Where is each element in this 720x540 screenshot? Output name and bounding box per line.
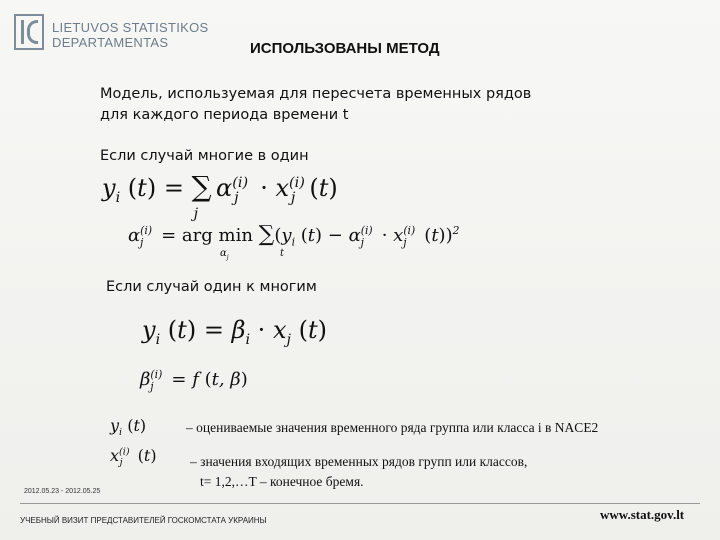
symbol-y: $y_i$ (t) <box>110 416 147 439</box>
event-dates: 2012.05.23 - 2012.05.25 <box>24 488 101 495</box>
logo-line2: DEPARTAMENTAS <box>52 35 169 50</box>
case-many-to-one: Если случай многие в один <box>100 148 309 164</box>
intro-line2: для каждого периода времени t <box>100 107 349 123</box>
footer-divider <box>20 503 700 504</box>
formula-beta: $\beta^{(i)}_j = f$ (t, β) <box>140 368 248 393</box>
logo-text <box>52 20 209 50</box>
legend-x-desc: – значения входящих временных рядов групп или классов, <box>190 454 528 469</box>
formula-many-to-one: $y_i$ $(t) = \sum_j\alpha^{(i)}_j \cdot x^{(i)}_j$ (t) <box>102 170 338 222</box>
logo-line1: LIETUVOS STATISTIKOS <box>52 20 209 35</box>
footer-visit: УЧЕБНЫЙ ВИЗИТ ПРЕДСТАВИТЕЛЕЙ ГОСКОМСТАТА УКРАИНЫ <box>20 516 267 525</box>
lsd-logo <box>14 14 234 58</box>
footer-url[interactable]: www.stat.gov.lt <box>600 507 685 522</box>
legend-t-desc: t= 1,2,…T – конечное бремя. <box>200 474 364 489</box>
symbol-x: $x^{(i)}_j$ (t) <box>110 446 157 469</box>
lsd-logo-icon <box>14 14 44 50</box>
intro-line1: Модель, используемая для пересчета временных рядов <box>100 86 532 102</box>
formula-one-to-many: $y_i$ $(t) = \beta_i \cdot x_j$ (t) <box>142 316 327 348</box>
case-one-to-many: Если случай один к многим <box>106 279 317 295</box>
slide-title: ИСПОЛЬЗОВАНЫ МЕТОД <box>250 40 440 57</box>
formula-argmin: $\alpha^{(i)}_j$ = arg $\min \sum(y_i$ $(t) - \alpha^{(i)}_j \cdot x^{(i)}_j$ (t))$^2$ $\alpha_j$ t <box>128 222 460 261</box>
legend-y-desc: – оцениваемые значения временного ряда группа или класса i в NACE2 <box>186 420 599 435</box>
